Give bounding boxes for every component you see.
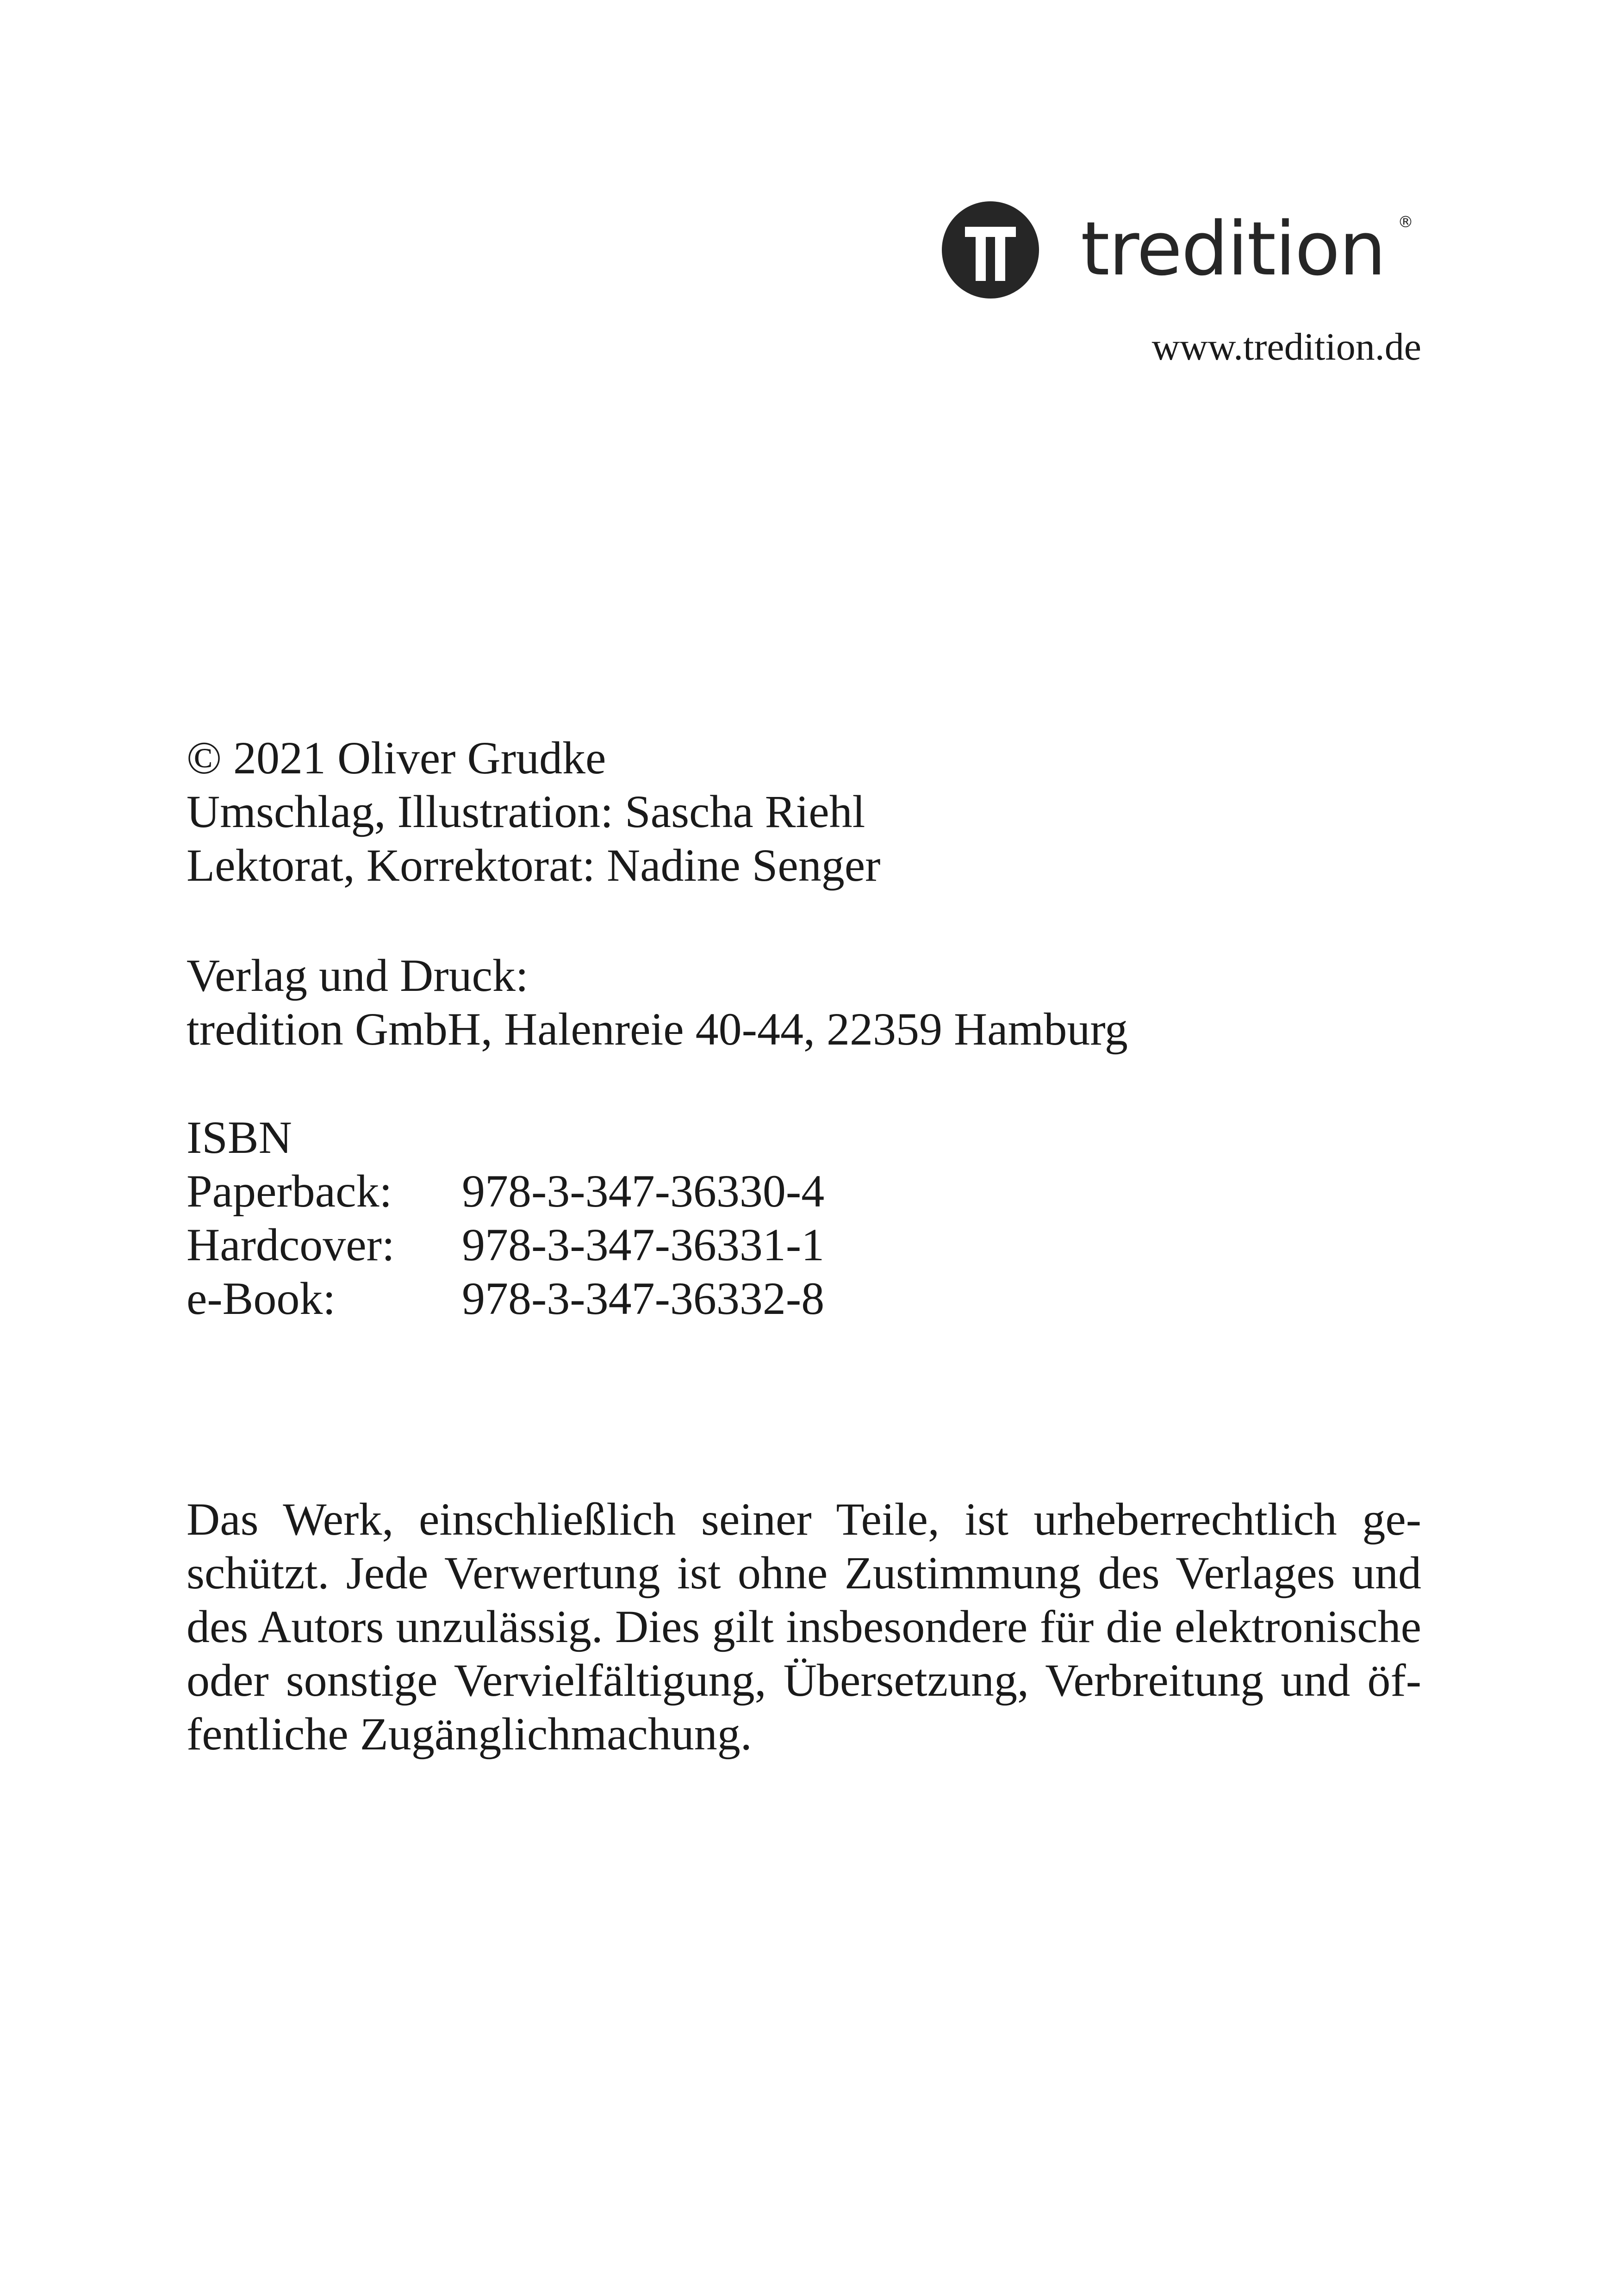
logo-wordmark: tredition: [1081, 205, 1385, 292]
publisher-url: www.tredition.de: [1151, 325, 1421, 368]
publisher-logo: [940, 199, 1421, 305]
isbn-block: [187, 1111, 824, 1325]
legal-line: Das Werk, einschließlich seiner Teile, ist urheberrechtlich ge-: [187, 1493, 1421, 1545]
copyright-line: © 2021 Oliver Grudke: [187, 732, 606, 784]
legal-notice: [187, 1493, 1421, 1761]
isbn-number: 978-3-347-36332-8: [462, 1273, 825, 1324]
editing-credit: Lektorat, Korrektorat: Nadine Senger: [187, 840, 881, 891]
legal-line: fentliche Zugänglichmachung.: [187, 1708, 752, 1760]
legal-line: schützt. Jede Verwertung ist ohne Zustimmung des Verlages und: [187, 1547, 1421, 1599]
isbn-number: 978-3-347-36330-4: [462, 1165, 825, 1217]
isbn-row-paperback: [187, 1164, 824, 1218]
printing-heading: Verlag und Druck:: [187, 950, 529, 1001]
legal-line: des Autors unzulässig. Dies gilt insbesondere für die elektronische: [187, 1601, 1421, 1652]
isbn-label: Hardcover:: [187, 1219, 395, 1270]
printing-block: [187, 949, 1128, 1056]
isbn-heading: ISBN: [187, 1112, 292, 1163]
isbn-number: 978-3-347-36331-1: [462, 1219, 825, 1270]
registered-mark: ®: [1398, 213, 1413, 231]
isbn-row-hardcover: [187, 1218, 824, 1272]
legal-line: oder sonstige Vervielfältigung, Übersetzung, Verbreitung und öf-: [187, 1655, 1421, 1706]
isbn-label: e-Book:: [187, 1273, 336, 1324]
isbn-row-ebook: [187, 1272, 824, 1325]
isbn-label: Paperback:: [187, 1165, 392, 1217]
cover-credit: Umschlag, Illustration: Sascha Riehl: [187, 786, 865, 837]
credits-block: [187, 731, 880, 892]
printing-address: tredition GmbH, Halenreie 40-44, 22359 Hamburg: [187, 1003, 1128, 1055]
